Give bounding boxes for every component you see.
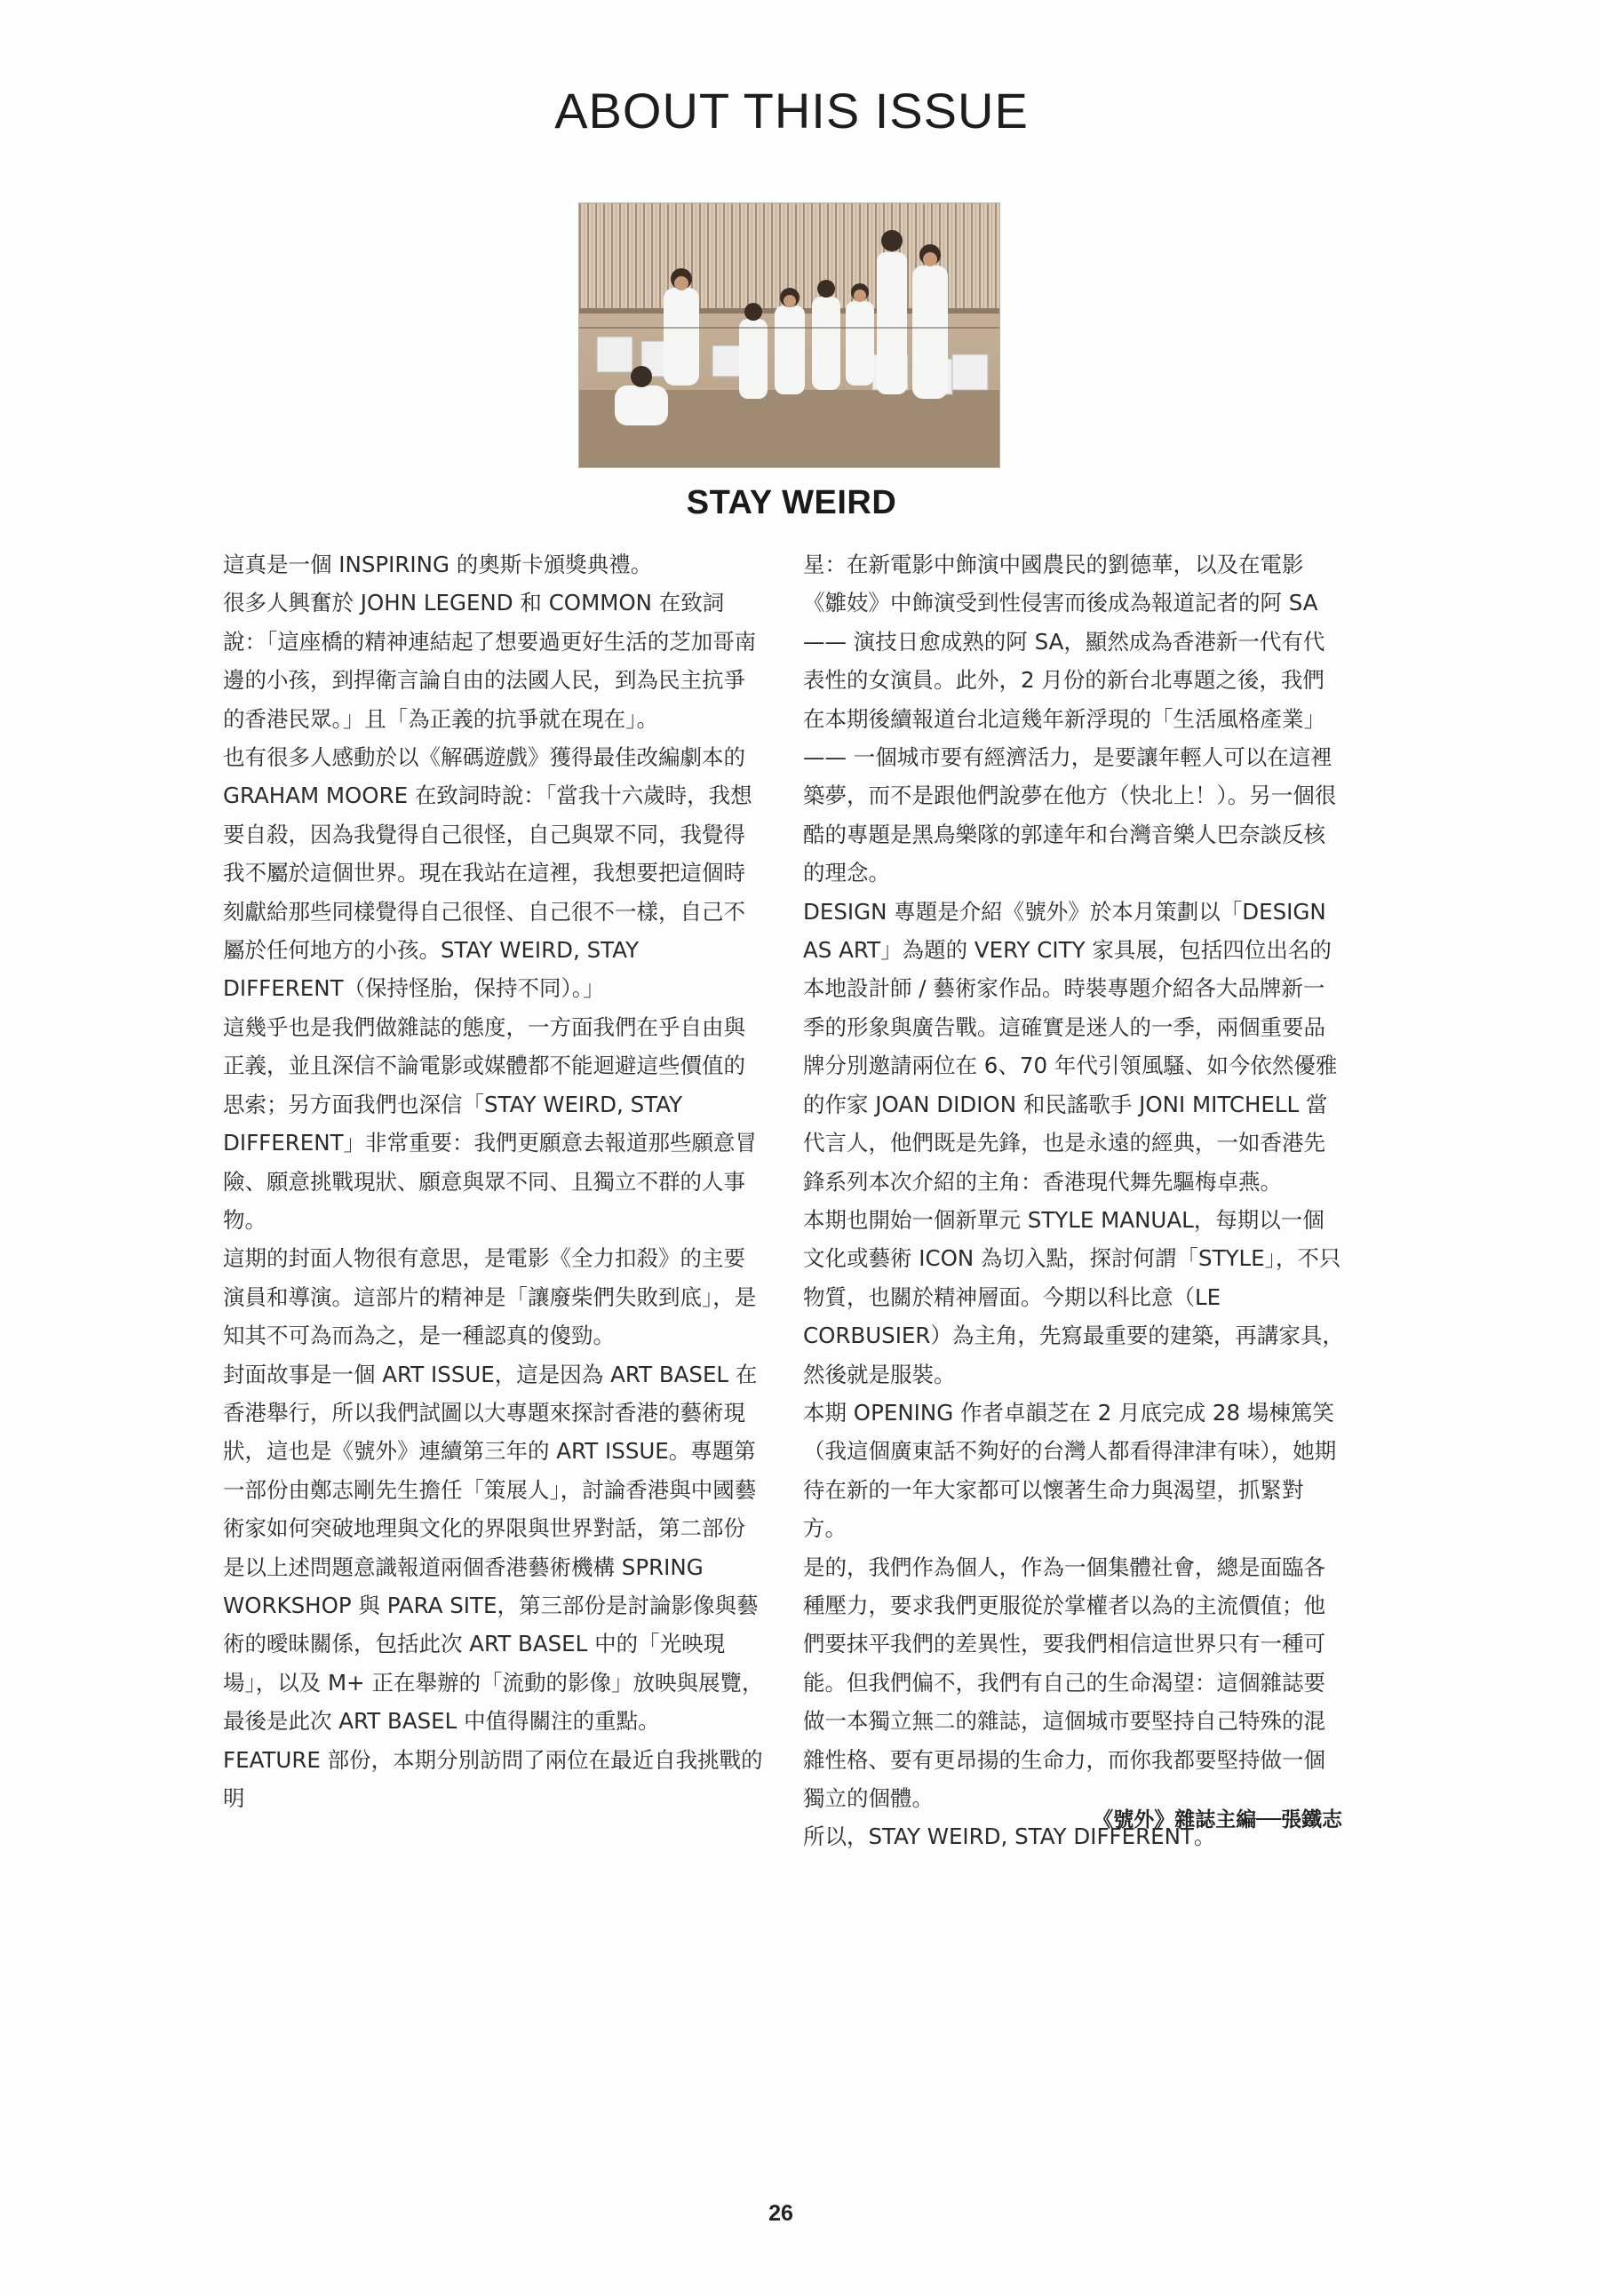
paragraph: 本期也開始一個新單元 STYLE MANUAL，每期以一個文化或藝術 ICON 為切入點，探討何謂「STYLE」，不只物質，也關於精神層面。今期以科比意（LE CORBUSIER）為主角，先寫最重要的建築，再講家具，然後就是服裝。 bbox=[803, 1206, 1344, 1387]
paragraph: 很多人興奮於 JOHN LEGEND 和 COMMON 在致詞說：「這座橋的精神連結起了想要過更好生活的芝加哥南邊的小孩，到捍衛言論自由的法國人民，到為民主抗爭的香港民眾。」且「為正義的抗爭就在現在」。 bbox=[223, 590, 757, 732]
paragraph: 這幾乎也是我們做雜誌的態度，一方面我們在乎自由與正義，並且深信不論電影或媒體都不能迴避這些價值的思索；另方面我們也深信「STAY WEIRD, STAY DIFFERENT」非常重要：我們更願意去報道那些願意冒險、願意挑戰現狀、願意與眾不同、且獨立不群的人事物。 bbox=[223, 1013, 758, 1233]
article-title: STAY WEIRD bbox=[686, 484, 897, 521]
paragraph: 是的，我們作為個人，作為一個集體社會，總是面臨各種壓力，要求我們更服從於掌權者以為的主流價值；他們要抹平我們的差異性，要我們相信這世界只有一種可能。但我們偏不，我們有自己的生命渴望：這個雜誌要做一本獨立無二的雜誌，這個城市要堅持自己特殊的混雜性格、要有更昂揚的生命力，而你我都要堅持做一個獨立的個體。 bbox=[803, 1553, 1325, 1811]
paragraph: 這期的封面人物很有意思，是電影《全力扣殺》的主要演員和導演。這部片的精神是「讓廢柴們失敗到底」，是知其不可為而為之，是一種認真的傻勁。 bbox=[223, 1245, 757, 1349]
paragraph: 所以，STAY WEIRD, STAY DIFFERENT。 bbox=[803, 1823, 1216, 1850]
paragraph: DESIGN 專題是介紹《號外》於本月策劃以「DESIGN AS ART」為題的 VERY CITY 家具展，包括四位出名的本地設計師 / 藝術家作品。時裝專題介紹各大品牌新一季的形象與廣告戰。這確實是迷人的一季，兩個重要品牌分別邀請兩位在 6、70 年代引領風騷、如今依然優雅的作家 JOAN DIDION 和民謠歌手 JONI MITCHELL 當代言人，他們既是先鋒，也是永遠的經典，一如香港先鋒系列本次介紹的主角：香港現代舞先驅梅卓燕。 bbox=[803, 898, 1338, 1195]
paragraph: 封面故事是一個 ART ISSUE，這是因為 ART BASEL 在香港舉行，所以我們試圖以大專題來探討香港的藝術現狀，這也是《號外》連續第三年的 ART ISSUE。專題第一部份由鄭志剛先生擔任「策展人」，討論香港與中國藝術家如何突破地理與文化的界限與世界對話，第二部份是以上述問題意識報道兩個香港藝術機構 SPRING WORKSHOP 與 PARA SITE，第三部份是討論影像與藝術的曖昧關係，包括此次 ART BASEL 中的「光映現場」，以及 M+ 正在舉辦的「流動的影像」放映與展覽，最後是此次 ART BASEL 中值得關注的重點。 bbox=[223, 1361, 764, 1735]
paragraph: 星：在新電影中飾演中國農民的劉德華，以及在電影《雛妓》中飾演受到性侵害而後成為報道記者的阿 SA —— 演技日愈成熟的阿 SA，顯然成為香港新一代有代表性的女演員。此外，2 月份的新台北專題之後，我們在本期後續報道台北這幾年新浮現的「生活風格產業」—— 一個城市要有經濟活力，是要讓年輕人可以在這裡築夢，而不是跟他們說夢在他方（快北上！）。另一個很酷的專題是黑鳥樂隊的郭達年和台灣音樂人巴奈談反核的理念。 bbox=[803, 552, 1337, 886]
article-right-column bbox=[803, 545, 1346, 1856]
page-number: 26 bbox=[768, 2201, 793, 2226]
paragraph: FEATURE 部份，本期分別訪問了兩位在最近自我挑戰的明 bbox=[223, 1746, 763, 1811]
photo-illustration bbox=[579, 203, 999, 467]
group-photo-image bbox=[578, 203, 1000, 468]
article-left-column bbox=[223, 545, 766, 1817]
page-header-title: ABOUT THIS ISSUE bbox=[554, 83, 1029, 139]
paragraph: 本期 OPENING 作者卓韻芝在 2 月底完成 28 場棟篤笑（我這個廣東話不夠好的台灣人都看得津津有味），她期待在新的一年大家都可以懷著生命力與渴望，抓緊對方。 bbox=[803, 1399, 1337, 1542]
editor-signature: 《號外》雜誌主編──張鐵志 bbox=[1093, 1808, 1342, 1831]
paragraph: 這真是一個 INSPIRING 的奧斯卡頒獎典禮。 bbox=[223, 552, 653, 577]
paragraph: 也有很多人感動於以《解碼遊戲》獲得最佳改編劇本的 GRAHAM MOORE 在致詞時說：「當我十六歲時，我想要自殺，因為我覺得自己很怪，自己與眾不同，我覺得我不屬於這個世界。現在我站在這裡，我想要把這個時刻獻給那些同樣覺得自己很怪、自己很不一樣，自己不屬於任何地方的小孩。STAY WEIRD, STAY DIFFERENT（保持怪胎，保持不同）。」 bbox=[223, 744, 752, 1002]
